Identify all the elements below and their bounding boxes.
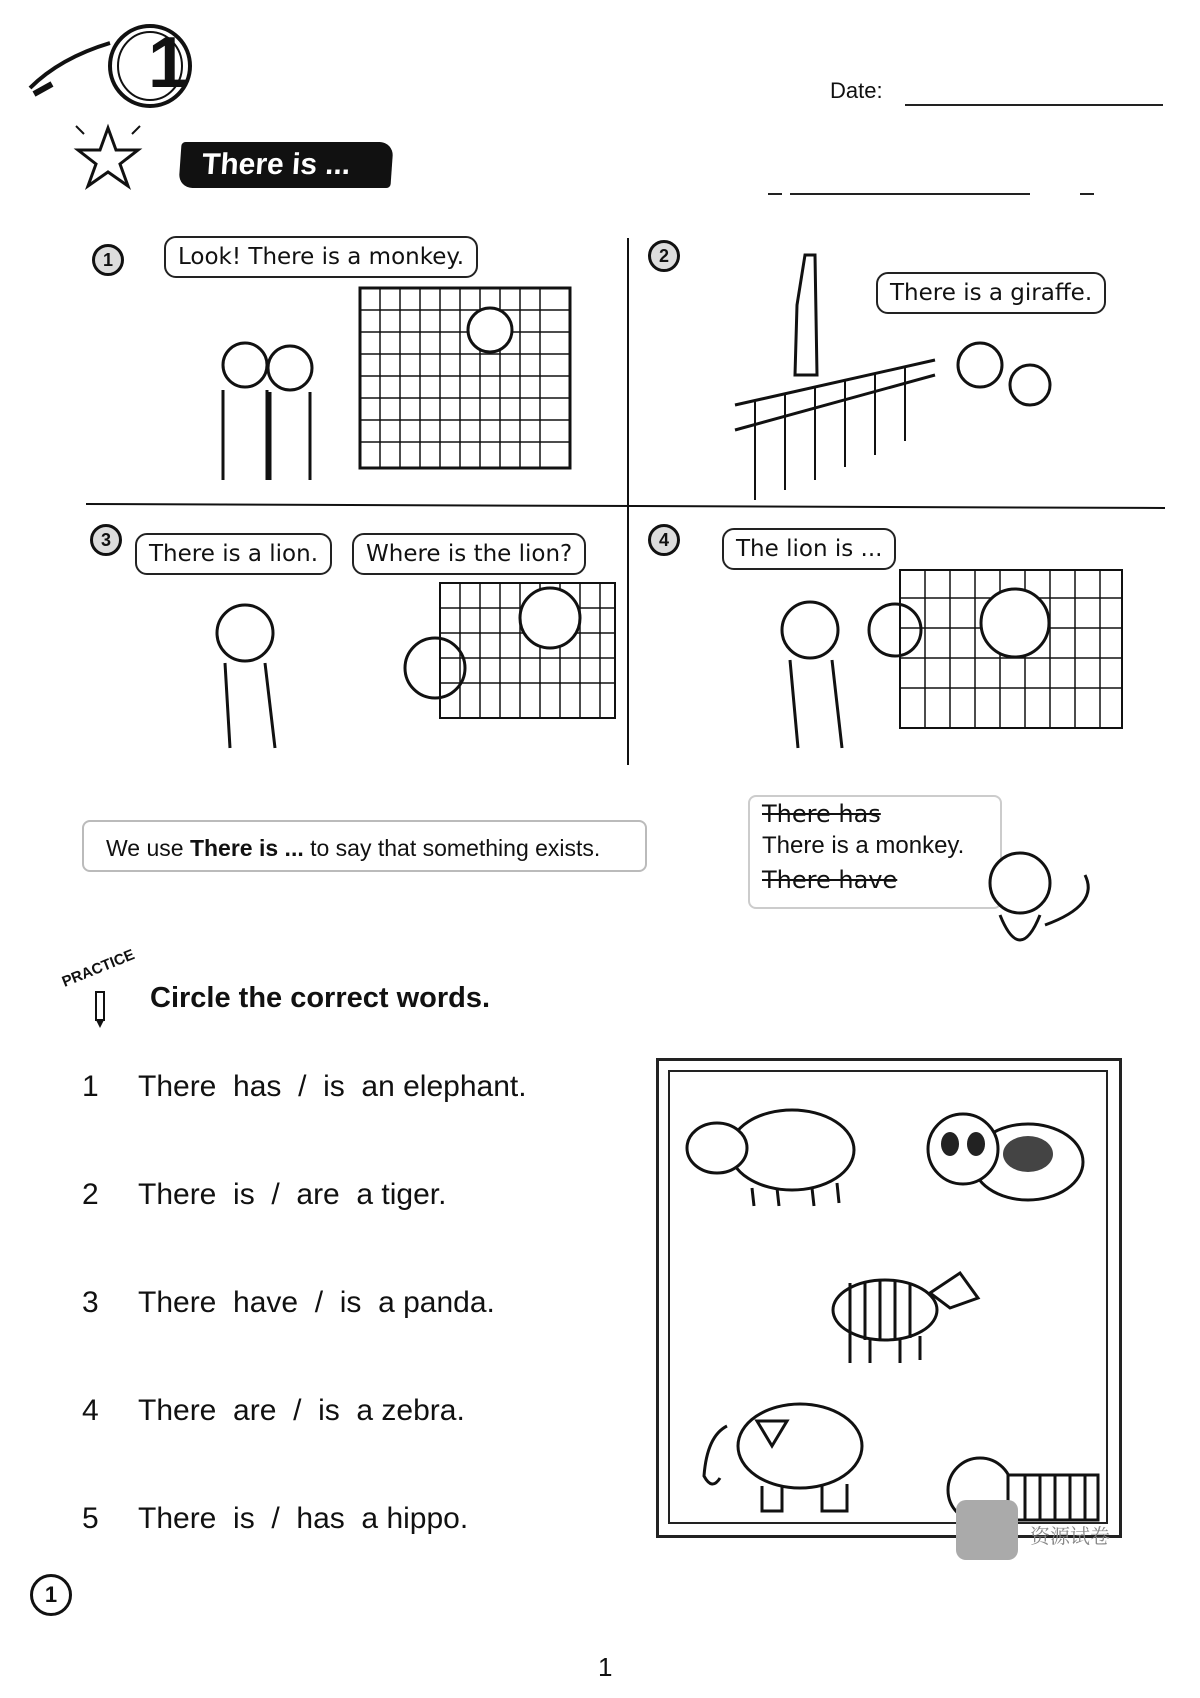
question-text[interactable]: There is / has a hippo. bbox=[138, 1502, 469, 1535]
watermark-logo-icon bbox=[956, 1500, 1018, 1560]
hippo-illustration bbox=[682, 1098, 862, 1213]
page-badge: 1 bbox=[30, 1574, 72, 1616]
question-row bbox=[82, 1502, 682, 1542]
question-number: 4 bbox=[82, 1394, 99, 1427]
unit-number: 1 bbox=[148, 23, 189, 103]
pencil-icon bbox=[88, 990, 112, 1035]
example-wrong: There have bbox=[762, 866, 898, 894]
speech-bubble: Look! There is a monkey. bbox=[164, 236, 478, 278]
monkey-cage-illustration bbox=[355, 280, 595, 485]
question-text[interactable]: There has / is an elephant. bbox=[138, 1070, 527, 1103]
question-row bbox=[82, 1178, 682, 1218]
lion-cage-illustration bbox=[770, 568, 1130, 763]
question-number: 5 bbox=[82, 1502, 99, 1535]
panda-illustration bbox=[918, 1104, 1088, 1219]
question-number: 2 bbox=[82, 1178, 99, 1211]
panel-number: 4 bbox=[648, 524, 680, 556]
panel-number: 3 bbox=[90, 524, 122, 556]
elephant-illustration bbox=[682, 1396, 872, 1521]
boys-illustration bbox=[205, 330, 325, 485]
comic-grid bbox=[0, 0, 1200, 780]
page-title: There is ... bbox=[178, 142, 393, 188]
question-row bbox=[82, 1070, 682, 1110]
speech-bubble: The lion is ... bbox=[722, 528, 896, 570]
example-correct: There is a monkey. bbox=[762, 832, 965, 859]
giraffe-fence-illustration bbox=[735, 245, 1065, 510]
page-number: 1 bbox=[598, 1652, 613, 1682]
question-number: 1 bbox=[82, 1070, 99, 1103]
panel-number: 1 bbox=[92, 244, 124, 276]
question-text[interactable]: There are / is a zebra. bbox=[138, 1394, 465, 1427]
children-lion-illustration bbox=[205, 578, 625, 763]
rule-prefix: We use bbox=[106, 835, 190, 861]
zebra-illustration bbox=[820, 1248, 980, 1373]
speech-bubble: There is a lion. bbox=[135, 533, 332, 575]
question-text[interactable]: There is / are a tiger. bbox=[138, 1178, 447, 1211]
panel-number: 2 bbox=[648, 240, 680, 272]
date-label: Date: bbox=[830, 78, 883, 103]
rule-keyword: There is ... bbox=[189, 835, 304, 861]
grammar-rule bbox=[82, 820, 647, 872]
watermark-text: 资源试卷 bbox=[1030, 1526, 1110, 1548]
speech-bubble: Where is the lion? bbox=[352, 533, 586, 575]
question-text[interactable]: There have / is a panda. bbox=[138, 1286, 495, 1319]
monkey-illustration bbox=[960, 845, 1110, 980]
example-wrong: There has bbox=[762, 800, 881, 828]
question-row bbox=[82, 1286, 682, 1326]
rule-suffix: to say that something exists. bbox=[303, 835, 601, 861]
question-number: 3 bbox=[82, 1286, 99, 1319]
speech-bubble: There is a giraffe. bbox=[876, 272, 1106, 314]
practice-label: PRACTICE bbox=[59, 946, 138, 991]
practice-instruction: Circle the correct words. bbox=[150, 982, 491, 1014]
question-row bbox=[82, 1394, 682, 1434]
